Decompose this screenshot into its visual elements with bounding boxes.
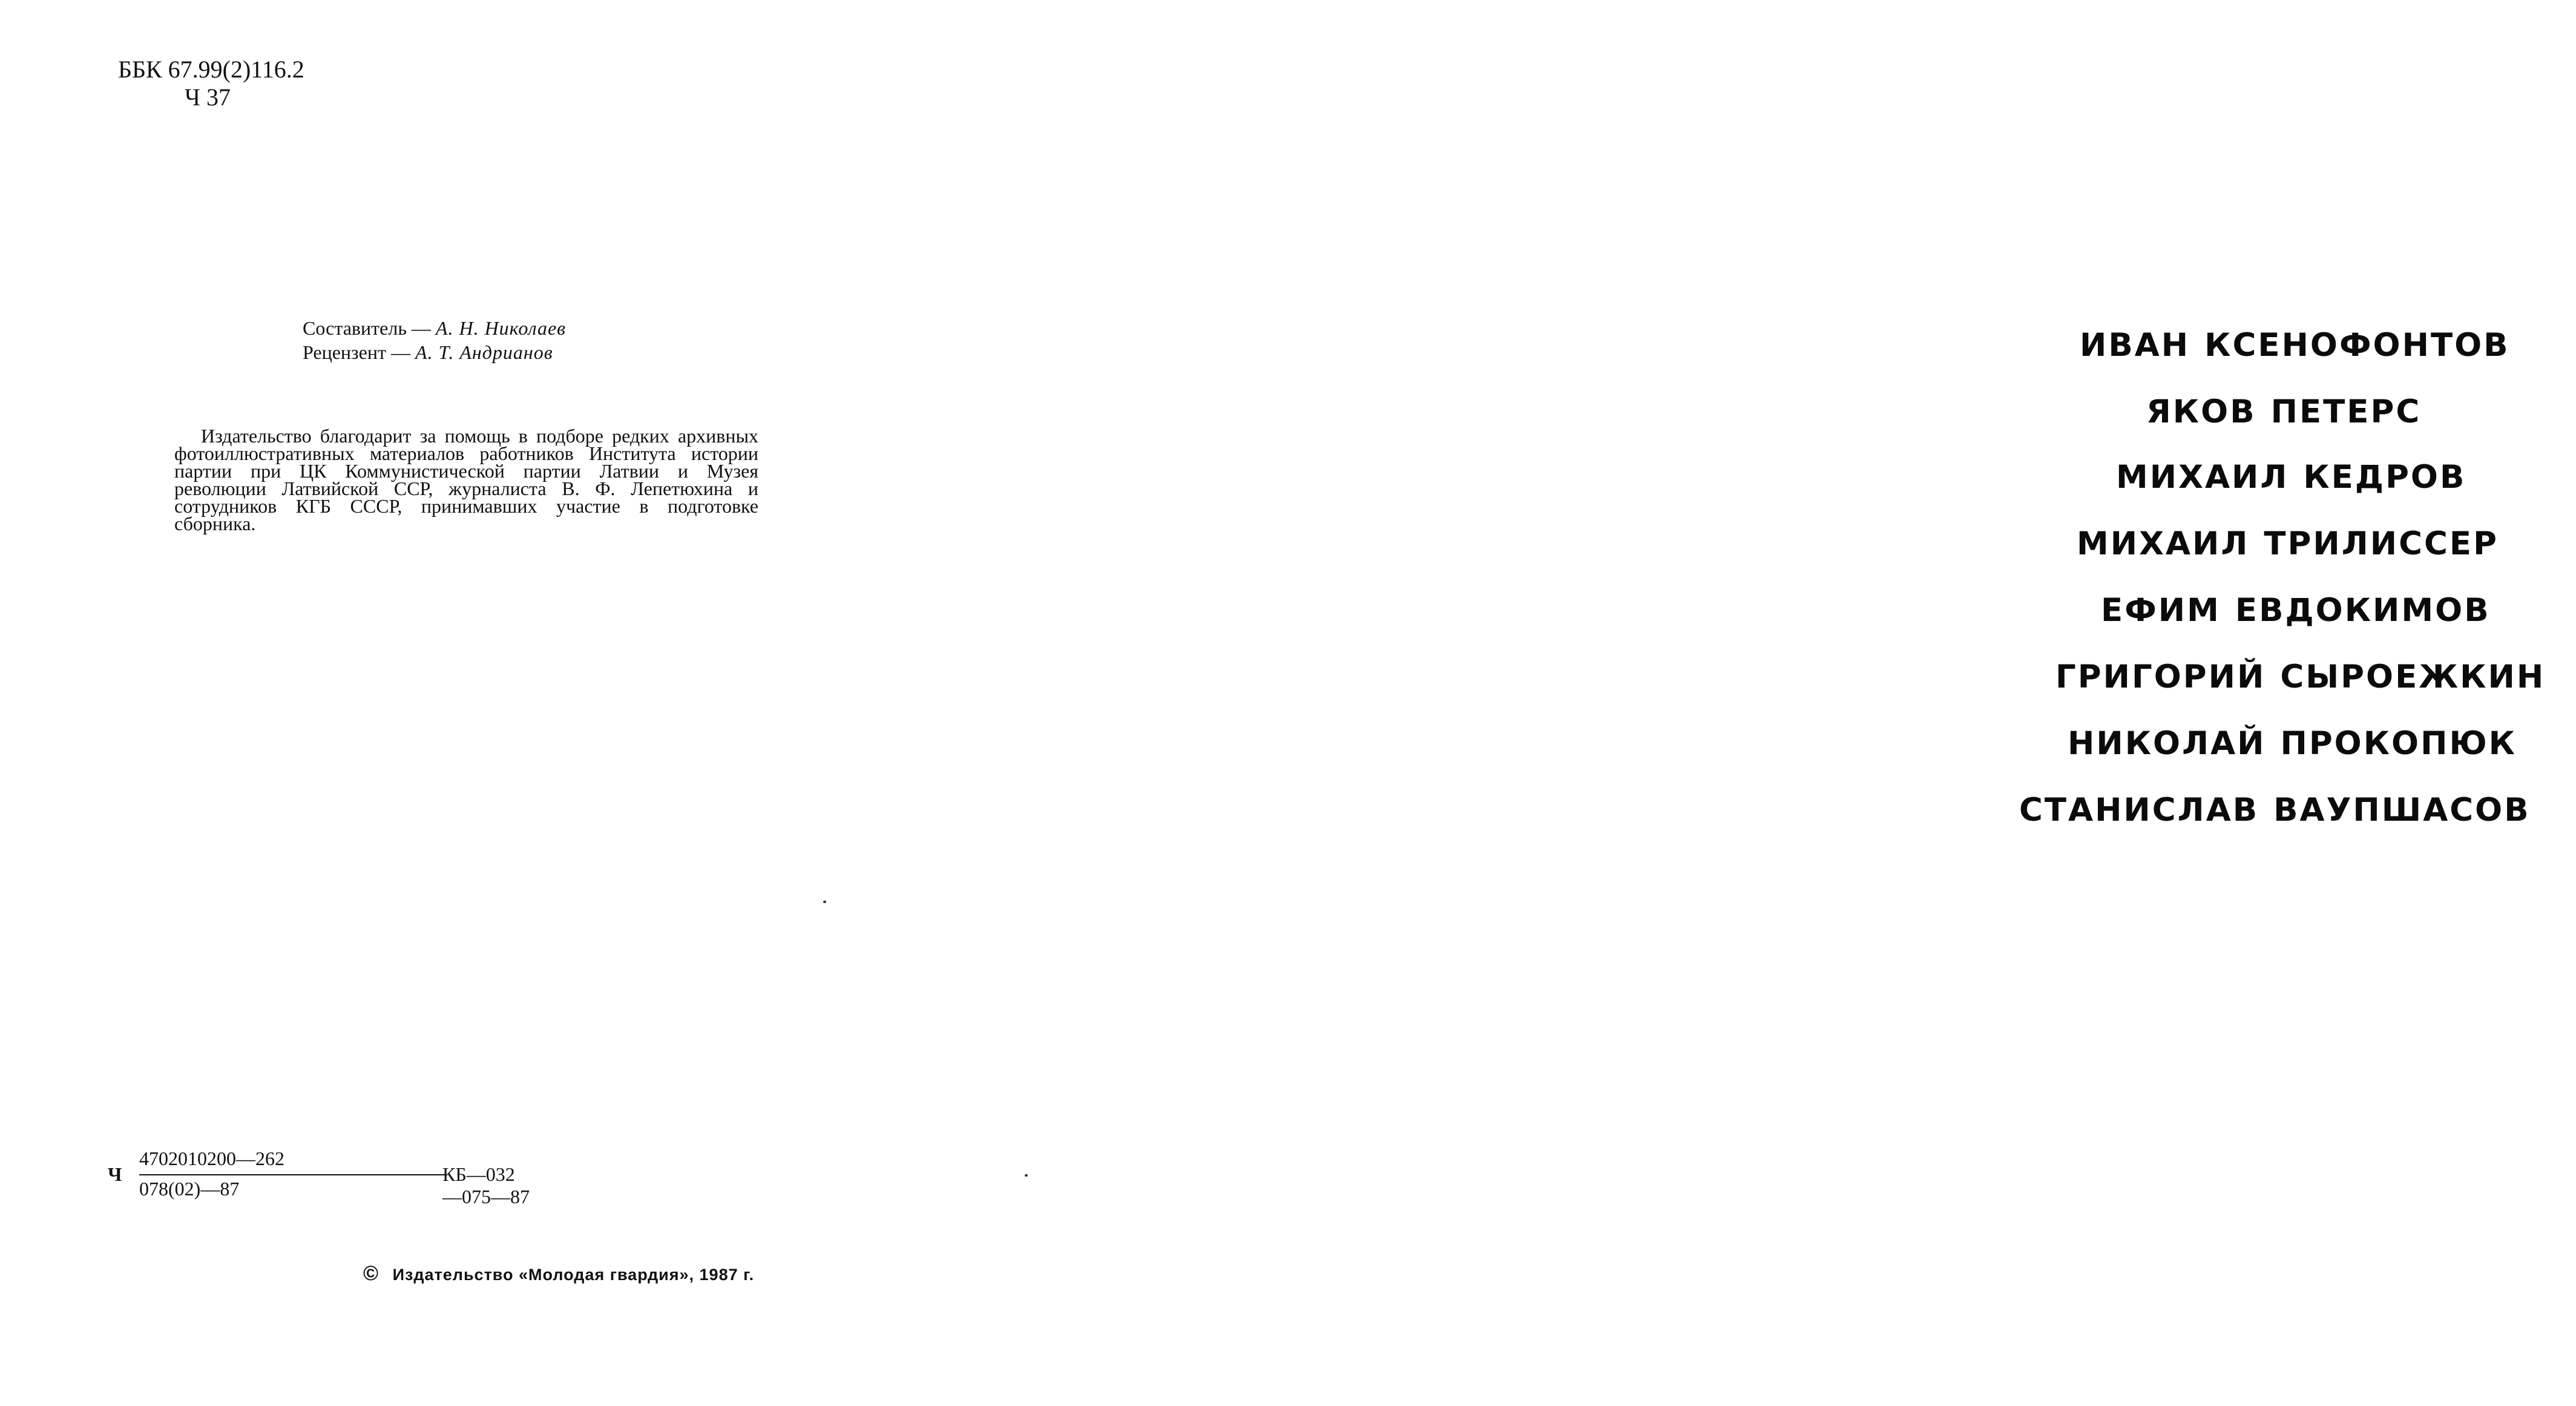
name-line xyxy=(2116,459,2466,496)
bbk-code: ББК 67.99(2)116.2 xyxy=(118,56,304,83)
first-name: ЯКОВ xyxy=(2146,393,2256,430)
last-name: КСЕНОФОНТОВ xyxy=(2204,327,2510,364)
compiler-line xyxy=(303,316,566,340)
copyright-text: Издательство «Молодая гвардия», 1987 г. xyxy=(392,1266,755,1284)
name-line xyxy=(2101,592,2491,629)
last-name: КЕДРОВ xyxy=(2303,459,2466,496)
compiler-name: А. Н. Николаев xyxy=(435,317,567,339)
catalog-code: КБ—032—075—87 xyxy=(442,1163,530,1207)
credits-block xyxy=(303,316,566,364)
first-name: ЕФИМ xyxy=(2101,592,2221,629)
name-line xyxy=(2068,725,2517,762)
bbk-classification xyxy=(118,56,304,111)
last-name: ПЕТЕРС xyxy=(2270,393,2422,430)
first-name: ИВАН xyxy=(2080,327,2190,364)
first-name: СТАНИСЛАВ xyxy=(2019,792,2259,829)
copyright-line xyxy=(363,1262,754,1286)
fraction-bar xyxy=(139,1174,445,1175)
compiler-label: Составитель — xyxy=(303,317,431,339)
last-name: ТРИЛИССЕР xyxy=(2264,525,2499,562)
last-name: СЫРОЕЖКИН xyxy=(2280,659,2546,695)
name-line xyxy=(2080,327,2510,364)
reviewer-label: Рецензент — xyxy=(303,341,410,363)
acknowledgment-paragraph: Издательство благодарит за помощь в подборе редких архивных фотоиллюстративных материалов работников Института истории партии при ЦК Коммунистической партии Латвии и Музея революции Латвийской ССР, журналиста В. Ф. Лепетюхина и сотрудников КГБ СССР, принимавших участие в подготовке сборника. xyxy=(174,425,758,534)
catalog-denominator: 078(02)—87 xyxy=(139,1178,240,1200)
first-name: ГРИГОРИЙ xyxy=(2055,659,2266,695)
name-line xyxy=(2019,792,2531,829)
first-name: НИКОЛАЙ xyxy=(2068,725,2266,762)
reviewer-line xyxy=(303,340,566,364)
name-line xyxy=(2077,525,2499,562)
print-speck xyxy=(823,901,826,903)
last-name: ВАУПШАСОВ xyxy=(2273,792,2531,829)
name-line xyxy=(2055,659,2545,695)
print-speck xyxy=(1025,1174,1028,1177)
catalog-letter: Ч xyxy=(108,1163,122,1185)
first-name: МИХАИЛ xyxy=(2077,525,2250,562)
last-name: ПРОКОПЮК xyxy=(2280,725,2517,762)
copyright-icon: © xyxy=(363,1262,380,1285)
right-page xyxy=(919,0,2546,1406)
name-line xyxy=(2146,393,2421,430)
reviewer-name: А. Т. Андрианов xyxy=(415,341,553,363)
catalog-index xyxy=(108,1148,531,1207)
first-name: МИХАИЛ xyxy=(2116,459,2289,496)
last-name: ЕВДОКИМОВ xyxy=(2235,592,2491,629)
catalog-numerator: 4702010200—262 xyxy=(139,1148,284,1169)
author-mark: Ч 37 xyxy=(185,84,231,111)
left-page xyxy=(0,0,919,1406)
